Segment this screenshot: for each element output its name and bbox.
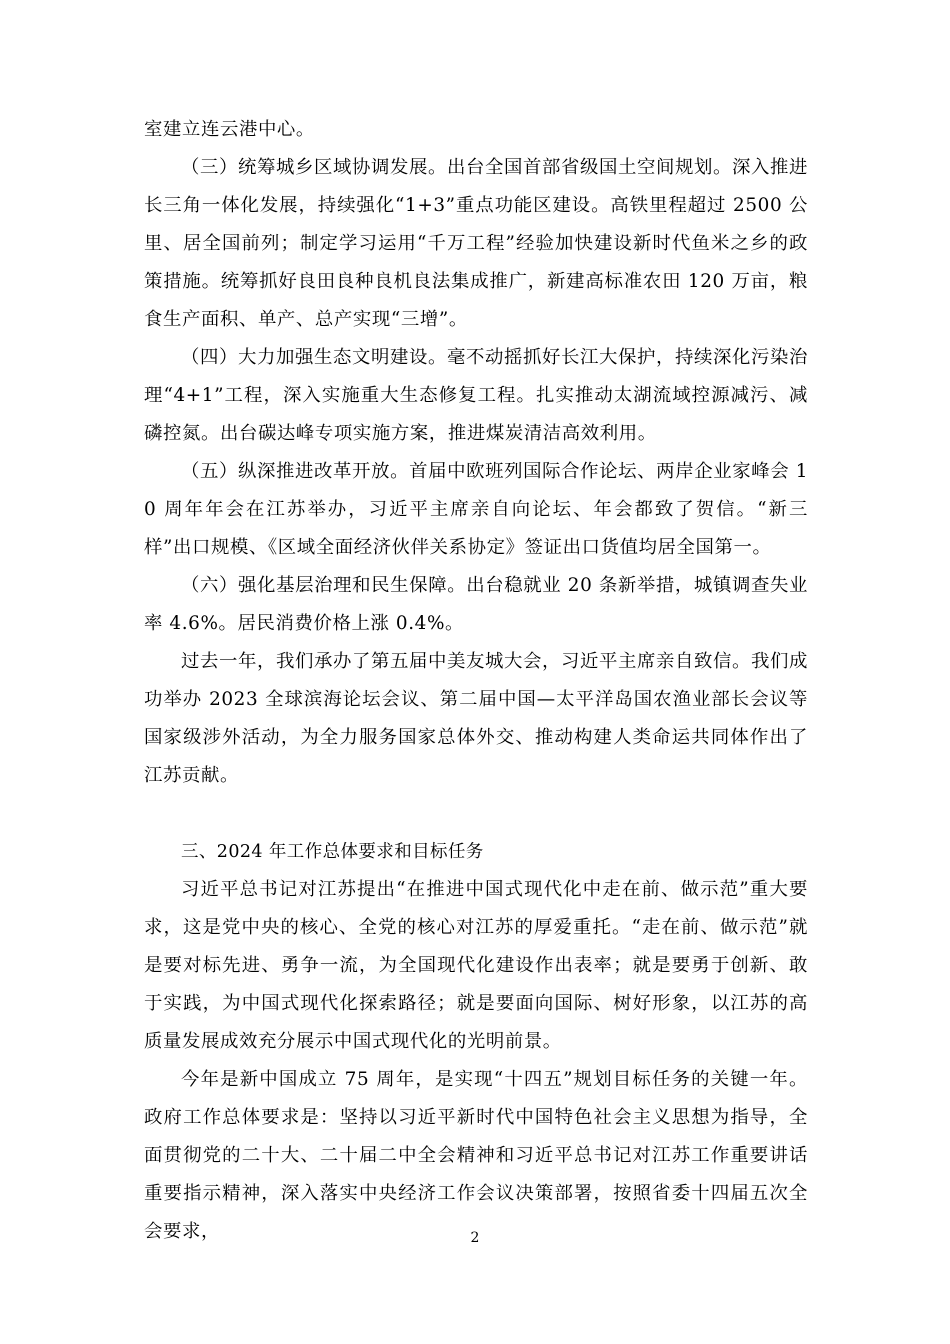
paragraph-annual-goals: 今年是新中国成立 75 周年，是实现“十四五”规划目标任务的关键一年。政府工作总体要求是：坚持以习近平新时代中国特色社会主义思想为指导，全面贯彻党的二十大、二十届二中全会精神和习近平总书记对江苏工作重要讲话重要指示精神，深入落实中央经济工作会议决策部署，按照省委十四届五次全会要求， (144, 1069, 808, 1242)
document-body (144, 111, 808, 1251)
paragraph-livelihood-security: （六）强化基层治理和民生保障。出台稳就业 20 条新举措，城镇调查失业率 4.6%。居民消费价格上涨 0.4%。 (144, 575, 808, 634)
paragraph-continuation: 室建立连云港中心。 (144, 119, 315, 140)
page-number: 2 (470, 1230, 480, 1246)
section-spacer (144, 795, 808, 833)
paragraph-reform-opening: （五）纵深推进改革开放。首届中欧班列国际合作论坛、两岸企业家峰会 10 周年年会在江苏举办，习近平主席亲自向论坛、年会都致了贺信。“新三样”出口规模、《区域全面经济伙伴关系协定》签证出口货值均居全国第一。 (144, 461, 808, 558)
paragraph-foreign-affairs: 过去一年，我们承办了第五届中美友城大会，习近平主席亲自致信。我们成功举办 2023 全球滨海论坛会议、第二届中国—太平洋岛国农渔业部长会议等国家级涉外活动，为全力服务国家总体外交、推动构建人类命运共同体作出了江苏贡献。 (144, 651, 808, 786)
paragraph-ecological-civilization: （四）大力加强生态文明建设。毫不动摇抓好长江大保护，持续深化污染治理“4+1”工程，深入实施重大生态修复工程。扎实推动太湖流域控源减污、减磷控氮。出台碳达峰专项实施方案，推进煤炭清洁高效利用。 (144, 347, 808, 444)
paragraph-urban-rural-development: （三）统筹城乡区域协调发展。出台全国首部省级国土空间规划。深入推进长三角一体化发展，持续强化“1+3”重点功能区建设。高铁里程超过 2500 公里、居全国前列；制定学习运用“千万工程”经验加快建设新时代鱼米之乡的政策措施。统筹抓好良田良种良机良法集成推广，新建高标准农田 120 万亩，粮食生产面积、单产、总产实现“三增”。 (144, 157, 808, 330)
paragraph-general-requirements: 习近平总书记对江苏提出“在推进中国式现代化中走在前、做示范”重大要求，这是党中央的核心、全党的核心对江苏的厚爱重托。“走在前、做示范”就是要对标先进、勇争一流，为全国现代化建设作出表率；就是要勇于创新、敢于实践，为中国式现代化探索路径；就是要面向国际、树好形象，以江苏的高质量发展成效充分展示中国式现代化的光明前景。 (144, 879, 808, 1052)
section-heading: 三、2024 年工作总体要求和目标任务 (181, 842, 484, 862)
